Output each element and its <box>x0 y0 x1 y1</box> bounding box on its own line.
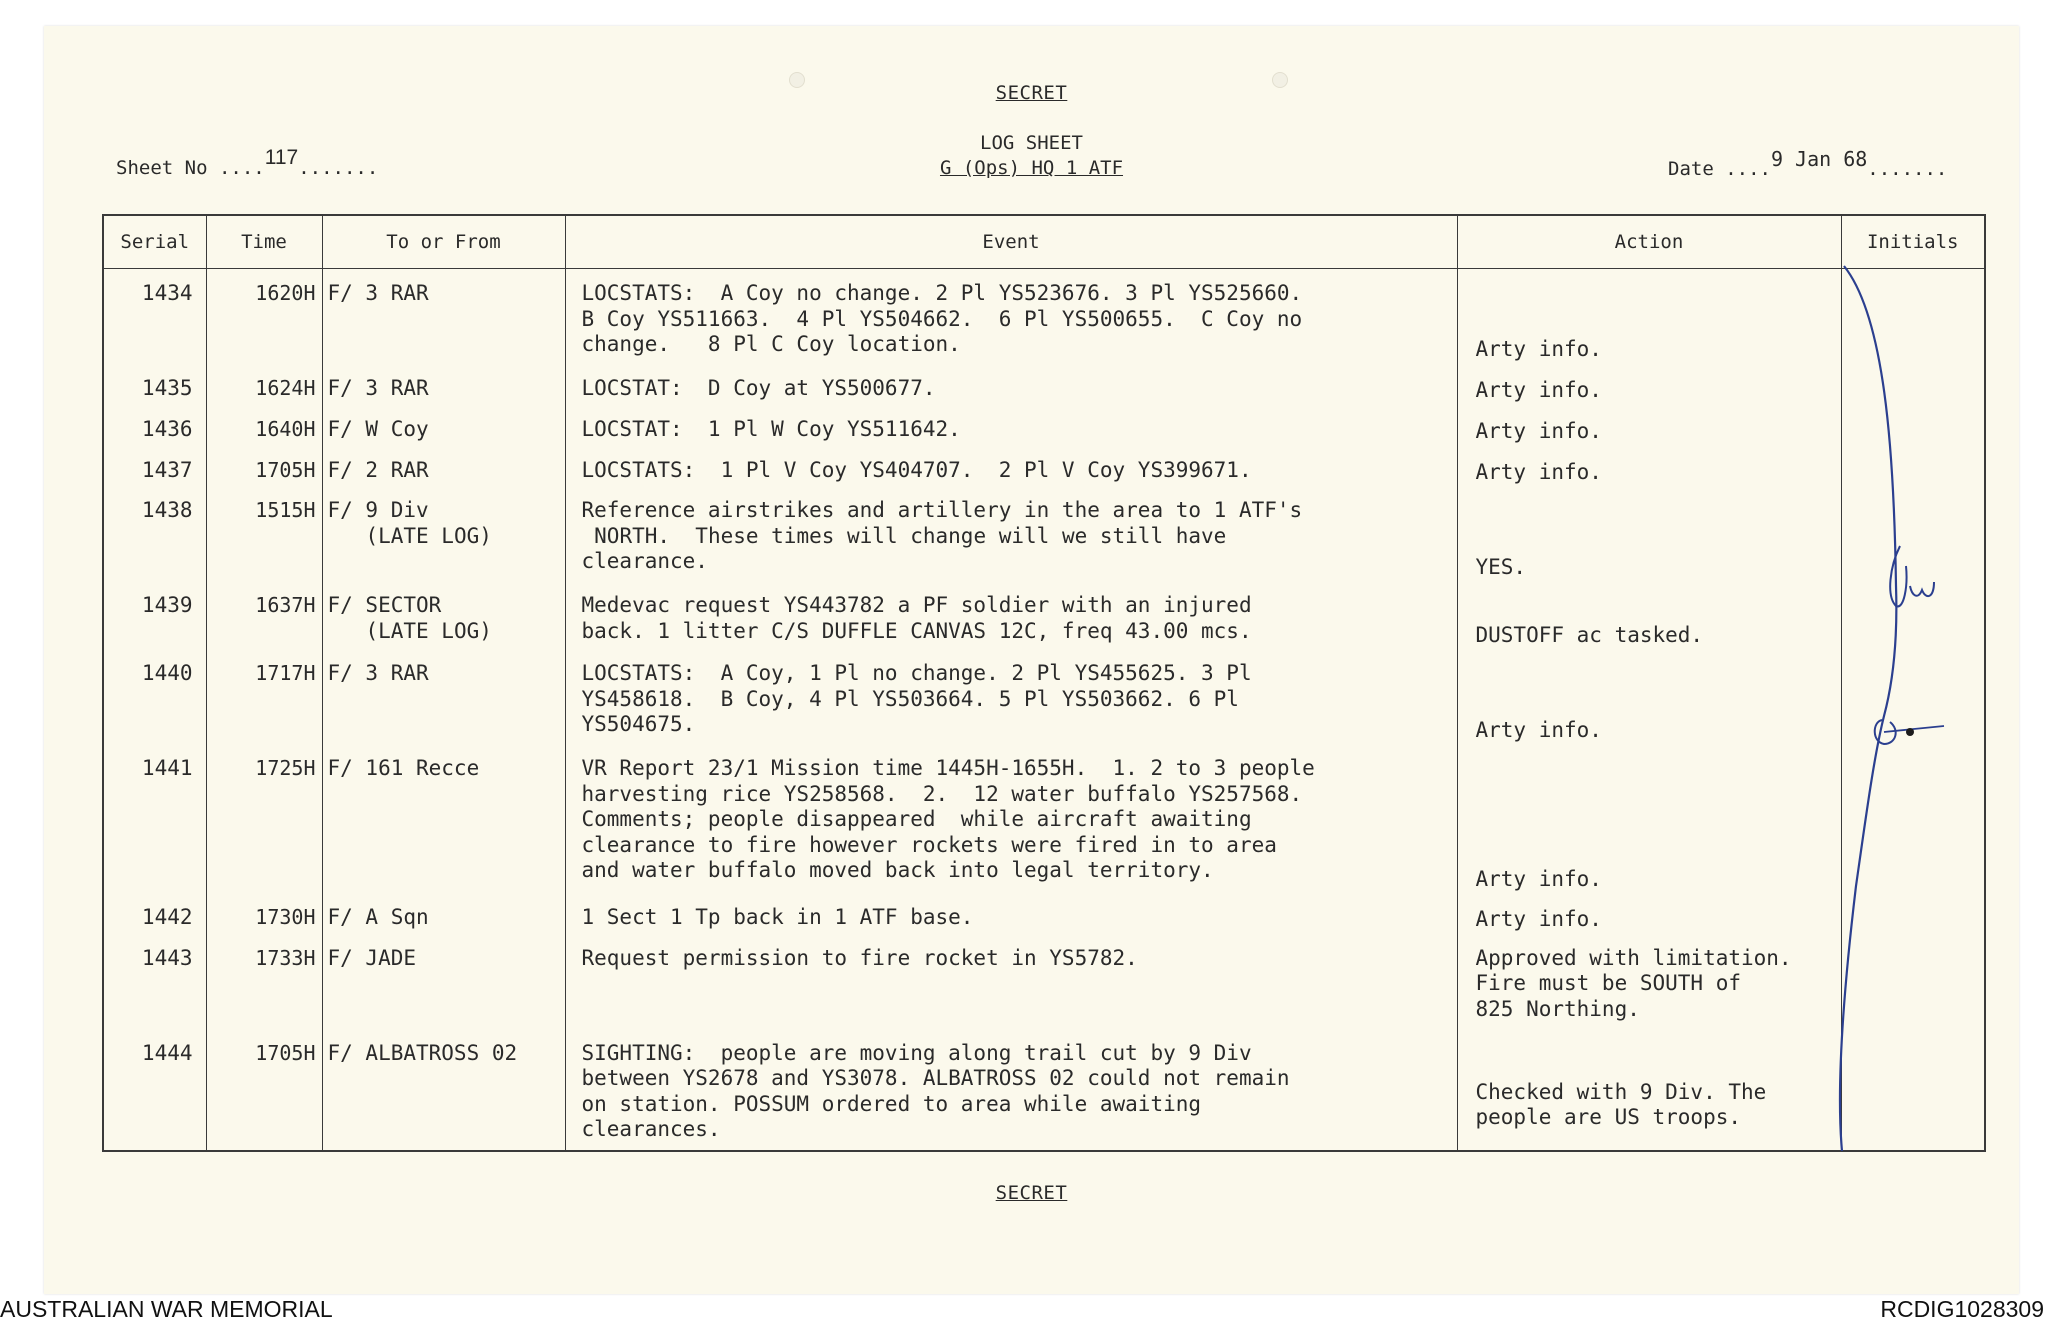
time-cell: 1620H <box>206 269 322 363</box>
sheet-no-value: 117 <box>264 146 299 169</box>
event-cell: Reference airstrikes and artillery in the area to 1 ATF's NORTH. These times will change will we still have clearance. <box>565 485 1457 580</box>
table-row <box>103 580 1985 648</box>
date-label: Date <box>1668 158 1714 180</box>
classification-bottom: SECRET <box>995 1182 1068 1204</box>
serial-cell: 1439 <box>103 580 206 648</box>
col-header-action: Action <box>1457 215 1841 269</box>
serial-cell: 1443 <box>103 933 206 1028</box>
to-from-cell: F/ 9 Div (LATE LOG) <box>322 485 565 580</box>
table-row <box>103 485 1985 580</box>
table-row <box>103 363 1985 404</box>
serial-cell: 1438 <box>103 485 206 580</box>
serial-cell: 1441 <box>103 743 206 892</box>
log-table <box>102 214 1986 1152</box>
serial-cell: 1440 <box>103 648 206 743</box>
event-cell: Medevac request YS443782 a PF soldier with an injured back. 1 litter C/S DUFFLE CANVAS 12C, freq 43.00 mcs. <box>565 580 1457 648</box>
to-from-cell: F/ 3 RAR <box>322 648 565 743</box>
col-header-serial: Serial <box>103 215 206 269</box>
action-cell: Arty info. <box>1457 892 1841 933</box>
event-cell: LOCSTAT: 1 Pl W Coy YS511642. <box>565 404 1457 445</box>
classification-top: SECRET <box>995 82 1068 104</box>
action-cell: Checked with 9 Div. The people are US troops. <box>1457 1028 1841 1151</box>
to-from-cell: F/ 2 RAR <box>322 445 565 486</box>
table-row <box>103 933 1985 1028</box>
col-header-to-or-from: To or From <box>322 215 565 269</box>
time-cell: 1730H <box>206 892 322 933</box>
date-field: Date ....9 Jan 68....... <box>1668 147 1948 180</box>
table-header-row <box>103 215 1985 269</box>
event-cell: LOCSTATS: 1 Pl V Coy YS404707. 2 Pl V Coy YS399671. <box>565 445 1457 486</box>
event-cell: 1 Sect 1 Tp back in 1 ATF base. <box>565 892 1457 933</box>
event-cell: Request permission to fire rocket in YS5782. <box>565 933 1457 1028</box>
footer-archive-id: RCDIG1028309 <box>1880 1296 2044 1322</box>
time-cell: 1733H <box>206 933 322 1028</box>
log-subtitle-text: G (Ops) HQ 1 ATF <box>939 157 1124 179</box>
time-cell: 1705H <box>206 445 322 486</box>
to-from-cell: F/ 161 Recce <box>322 743 565 892</box>
col-header-time: Time <box>206 215 322 269</box>
to-from-cell: F/ ALBATROSS 02 <box>322 1028 565 1151</box>
time-cell: 1637H <box>206 580 322 648</box>
sheet-no-label: Sheet No <box>116 157 208 179</box>
serial-cell: 1436 <box>103 404 206 445</box>
col-header-event: Event <box>565 215 1457 269</box>
col-header-initials: Initials <box>1841 215 1985 269</box>
time-cell: 1640H <box>206 404 322 445</box>
action-cell: DUSTOFF ac tasked. <box>1457 580 1841 648</box>
to-from-cell: F/ SECTOR (LATE LOG) <box>322 580 565 648</box>
serial-cell: 1437 <box>103 445 206 486</box>
footer-archive-name: AUSTRALIAN WAR MEMORIAL <box>0 1296 333 1322</box>
date-value: 9 Jan 68 <box>1770 147 1868 171</box>
to-from-cell: F/ W Coy <box>322 404 565 445</box>
serial-cell: 1444 <box>103 1028 206 1151</box>
event-cell: LOCSTATS: A Coy, 1 Pl no change. 2 Pl YS455625. 3 Pl YS458618. B Coy, 4 Pl YS503664. 5 Pl YS503662. 6 Pl YS504675. <box>565 648 1457 743</box>
table-row <box>103 743 1985 892</box>
action-cell: Arty info. <box>1457 363 1841 404</box>
to-from-cell: F/ A Sqn <box>322 892 565 933</box>
event-cell: LOCSTAT: D Coy at YS500677. <box>565 363 1457 404</box>
to-from-cell: F/ 3 RAR <box>322 269 565 363</box>
table-row <box>103 1028 1985 1151</box>
action-cell: Approved with limitation. Fire must be SOUTH of 825 Northing. <box>1457 933 1841 1028</box>
time-cell: 1705H <box>206 1028 322 1151</box>
time-cell: 1624H <box>206 363 322 404</box>
log-title: LOG SHEET <box>980 132 1083 154</box>
event-cell: LOCSTATS: A Coy no change. 2 Pl YS523676. 3 Pl YS525660. B Coy YS511663. 4 Pl YS504662. 6 Pl YS500655. C Coy no change. 8 Pl C Coy location. <box>565 269 1457 363</box>
initials-cell <box>1841 269 1985 1152</box>
table-row <box>103 648 1985 743</box>
action-cell: Arty info. <box>1457 743 1841 892</box>
serial-cell: 1442 <box>103 892 206 933</box>
time-cell: 1725H <box>206 743 322 892</box>
time-cell: 1515H <box>206 485 322 580</box>
action-cell: YES. <box>1457 485 1841 580</box>
serial-cell: 1434 <box>103 269 206 363</box>
action-cell: Arty info. <box>1457 404 1841 445</box>
action-cell: Arty info. <box>1457 445 1841 486</box>
log-sheet-page <box>44 26 2019 1294</box>
table-row <box>103 445 1985 486</box>
time-cell: 1717H <box>206 648 322 743</box>
event-cell: SIGHTING: people are moving along trail cut by 9 Div between YS2678 and YS3078. ALBATROSS 02 could not remain on station. POSSUM ordered to area while awaiting clearances. <box>565 1028 1457 1151</box>
to-from-cell: F/ 3 RAR <box>322 363 565 404</box>
serial-cell: 1435 <box>103 363 206 404</box>
sheet-number-field: Sheet No ....117....... <box>116 146 379 179</box>
to-from-cell: F/ JADE <box>322 933 565 1028</box>
action-cell: Arty info. <box>1457 269 1841 363</box>
event-cell: VR Report 23/1 Mission time 1445H-1655H. 1. 2 to 3 people harvesting rice YS258568. 2. 12 water buffalo YS257568. Comments; people disappeared while aircraft awaiting clearance to fire however rockets were fired in to area and water buffalo moved back into legal territory. <box>565 743 1457 892</box>
table-row <box>103 892 1985 933</box>
table-row <box>103 269 1985 363</box>
table-row <box>103 404 1985 445</box>
action-cell: Arty info. <box>1457 648 1841 743</box>
